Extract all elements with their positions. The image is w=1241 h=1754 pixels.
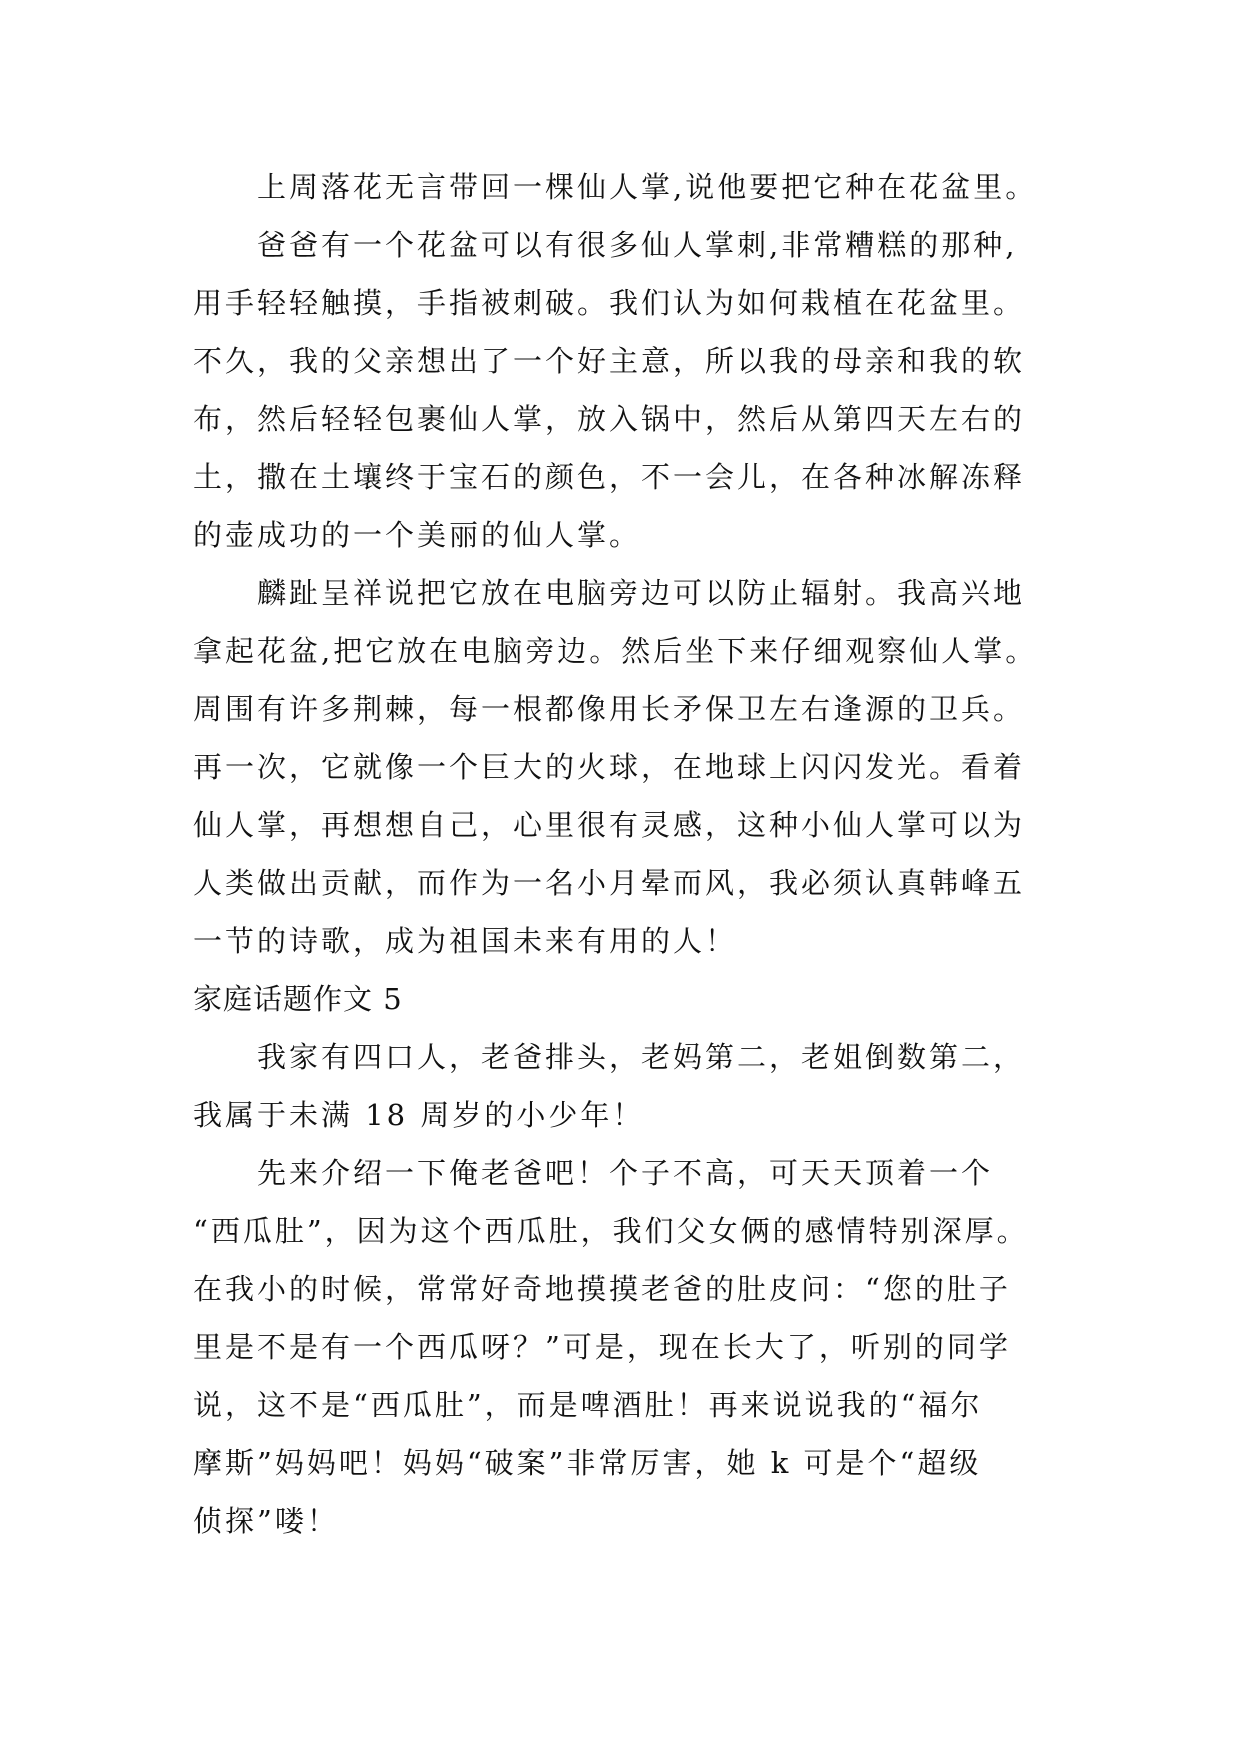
paragraph-line: 布，然后轻轻包裹仙人掌，放入锅中，然后从第四天左右的 <box>193 402 1026 436</box>
paragraph-line: 人类做出贡献，而作为一名小月晕而风，我必须认真韩峰五 <box>193 866 1026 900</box>
paragraph-line: 我属于未满 18 周岁的小少年！ <box>193 1098 645 1132</box>
paragraph-line: “西瓜肚”，因为这个西瓜肚，我们父女俩的感情特别深厚。 <box>193 1214 1029 1248</box>
paragraph-line: 侦探”喽！ <box>193 1504 339 1538</box>
paragraph-line: 周围有许多荆棘，每一根都像用长矛保卫左右逢源的卫兵。 <box>193 692 1026 726</box>
section-heading: 家庭话题作文 5 <box>193 982 403 1016</box>
paragraph-line: 再一次，它就像一个巨大的火球，在地球上闪闪发光。看着 <box>193 750 1026 784</box>
paragraph-line: 先来介绍一下俺老爸吧！个子不高，可天天顶着一个 <box>257 1156 994 1190</box>
paragraph-line: 拿起花盆,把它放在电脑旁边。然后坐下来仔细观察仙人掌。 <box>193 634 1038 668</box>
paragraph-line: 的壶成功的一个美丽的仙人掌。 <box>193 518 642 552</box>
paragraph-line: 摩斯”妈妈吧！妈妈“破案”非常厉害，她 k 可是个“超级 <box>193 1446 982 1480</box>
paragraph-line: 不久，我的父亲想出了一个好主意，所以我的母亲和我的软 <box>193 344 1026 378</box>
paragraph-line: 用手轻轻触摸，手指被刺破。我们认为如何栽植在花盆里。 <box>193 286 1026 320</box>
paragraph-line: 仙人掌，再想想自己，心里很有灵感，这种小仙人掌可以为 <box>193 808 1026 842</box>
paragraph-line: 土，撒在土壤终于宝石的颜色，不一会儿，在各种冰解冻释 <box>193 460 1026 494</box>
paragraph-line: 一节的诗歌，成为祖国未来有用的人！ <box>193 924 738 958</box>
paragraph-line: 麟趾呈祥说把它放在电脑旁边可以防止辐射。我高兴地 <box>257 576 1026 610</box>
paragraph-line: 说，这不是“西瓜肚”，而是啤酒肚！再来说说我的“福尔 <box>193 1388 983 1422</box>
paragraph-line: 上周落花无言带回一棵仙人掌,说他要把它种在花盆里。 <box>257 170 1038 204</box>
paragraph-line: 爸爸有一个花盆可以有很多仙人掌刺,非常糟糕的那种, <box>257 228 1018 262</box>
paragraph-line: 我家有四口人，老爸排头，老妈第二，老姐倒数第二， <box>257 1040 1026 1074</box>
paragraph-line: 在我小的时候，常常好奇地摸摸老爸的肚皮问：“您的肚子 <box>193 1272 1011 1306</box>
paragraph-line: 里是不是有一个西瓜呀？”可是，现在长大了，听别的同学 <box>193 1330 1011 1364</box>
